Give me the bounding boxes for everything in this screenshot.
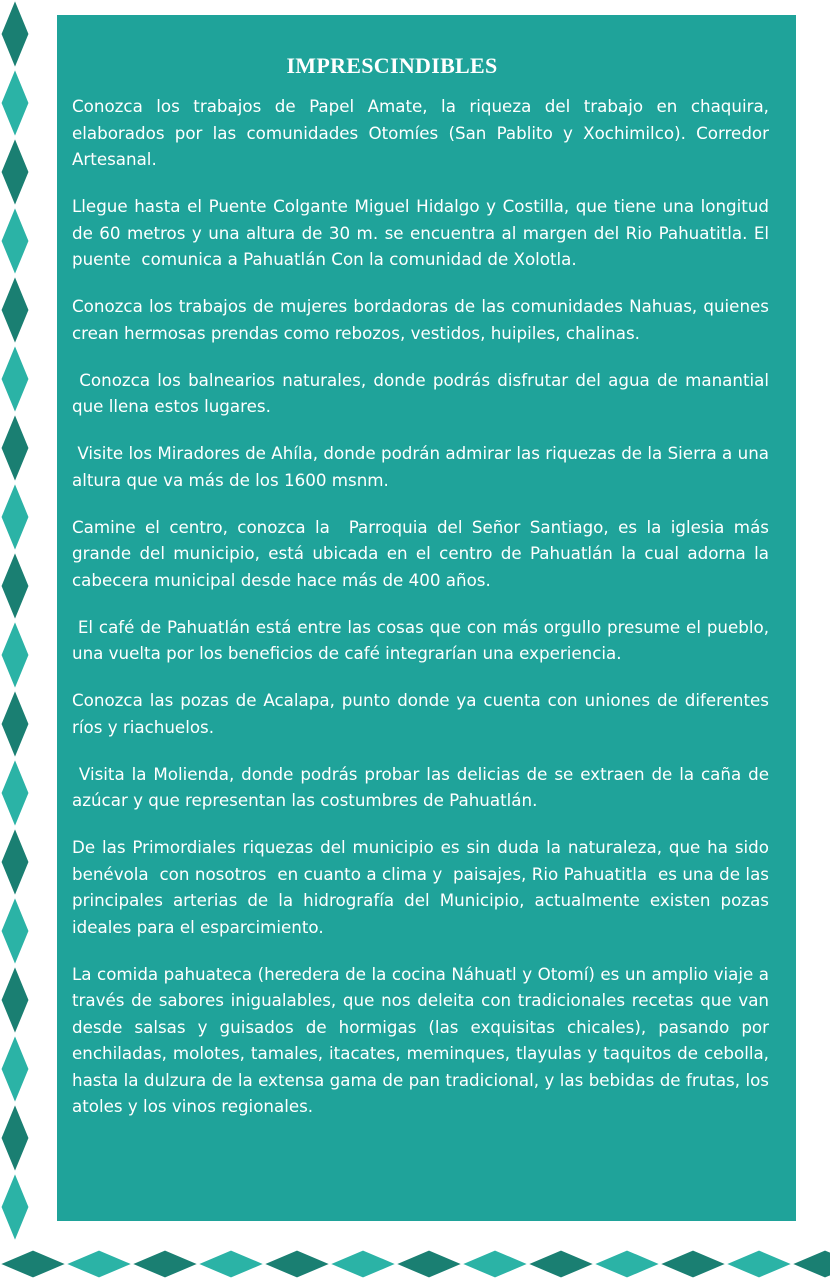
diamond-shape xyxy=(1,138,29,206)
diamond-shape xyxy=(1,621,29,689)
diamond-shape xyxy=(1,1035,29,1103)
diamond-shape xyxy=(66,1250,132,1278)
paragraph: Conozca los trabajos de mujeres bordadoras de las comunidades Nahuas, quienes crean hermosas prendas como rebozos, vestidos, huipiles, chalinas. xyxy=(72,296,775,343)
paragraph: De las Primordiales riquezas del municipio es sin duda la naturaleza, que ha sido benévola con nosotros en cuanto a clima y paisajes, Rio Pahuatitla es una de las principales arterias de la hidrografía del Municipio, actualmente existen pozas ideales para el esparcimiento. xyxy=(72,837,775,937)
diamond-shape xyxy=(462,1250,528,1278)
diamond-shape xyxy=(1,1173,29,1240)
diamond-shape xyxy=(726,1250,792,1278)
paragraph: Conozca los balnearios naturales, donde podrás disfrutar del agua de manantial que llena estos lugares. xyxy=(72,369,775,416)
diamond-shape xyxy=(1,69,29,137)
diamond-shape xyxy=(1,345,29,413)
page-title: IMPRESCINDIBLES xyxy=(286,53,498,78)
diamond-shape xyxy=(1,828,29,896)
diamond-shape xyxy=(1,759,29,827)
diamond-shape xyxy=(396,1250,462,1278)
diamond-shape xyxy=(1,1104,29,1172)
left-diamond-border xyxy=(0,0,30,1240)
diamond-shape xyxy=(1,966,29,1034)
paragraph: El café de Pahuatlán está entre las cosas que con más orgullo presume el pueblo, una vuelta por los beneficios de café integrarían una experiencia. xyxy=(72,616,775,663)
paragraph: Visita la Molienda, donde podrás probar las delicias de se extraen de la caña de azúcar y que representan las costumbres de Pahuatlán. xyxy=(72,763,775,810)
diamond-shape xyxy=(594,1250,660,1278)
content-panel xyxy=(57,15,796,1221)
diamond-shape xyxy=(792,1250,830,1278)
bottom-diamond-border xyxy=(0,1248,830,1280)
diamond-shape xyxy=(1,414,29,482)
paragraph: Llegue hasta el Puente Colgante Miguel Hidalgo y Costilla, que tiene una longitud de 60 metros y una altura de 30 m. se encuentra al margen del Rio Pahuatitla. El puente comunica a Pahuatlán Con la comunidad de Xolotla. xyxy=(72,196,775,269)
diamond-shape xyxy=(1,552,29,620)
diamond-shape xyxy=(1,0,29,68)
paragraph: Visite los Miradores de Ahíla, donde podrán admirar las riquezas de la Sierra a una altura que va más de los 1600 msnm. xyxy=(72,443,775,490)
diamond-shape xyxy=(1,897,29,965)
diamond-shape xyxy=(198,1250,264,1278)
diamond-shape xyxy=(1,483,29,551)
diamond-shape xyxy=(264,1250,330,1278)
paragraph: Conozca las pozas de Acalapa, punto donde ya cuenta con uniones de diferentes ríos y riachuelos. xyxy=(72,690,775,737)
diamond-shape xyxy=(1,690,29,758)
diamond-shape xyxy=(660,1250,726,1278)
diamond-shape xyxy=(528,1250,594,1278)
diamond-shape xyxy=(330,1250,396,1278)
body-text xyxy=(72,93,775,1140)
diamond-shape xyxy=(132,1250,198,1278)
paragraph: La comida pahuateca (heredera de la cocina Náhuatl y Otomí) es un amplio viaje a través de sabores inigualables, que nos deleita con tradicionales recetas que van desde salsas y guisados de hormigas (las exquisitas chicales), pasando por enchiladas, molotes, tamales, itacates, meminques, tlayulas y taquitos de cebolla, hasta la dulzura de la extensa gama de pan tradicional, y las bebidas de frutas, los atoles y los vinos regionales. xyxy=(72,963,775,1116)
diamond-shape xyxy=(1,207,29,275)
diamond-shape xyxy=(1,276,29,344)
paragraph: Camine el centro, conozca la Parroquia del Señor Santiago, es la iglesia más grande del municipio, está ubicada en el centro de Pahuatlán la cual adorna la cabecera municipal desde hace más de 400 años. xyxy=(72,516,775,590)
diamond-shape xyxy=(0,1250,66,1278)
paragraph: Conozca los trabajos de Papel Amate, la riqueza del trabajo en chaquira, elaborados por las comunidades Otomíes (San Pablito y Xochimilco). Corredor Artesanal. xyxy=(72,96,775,169)
